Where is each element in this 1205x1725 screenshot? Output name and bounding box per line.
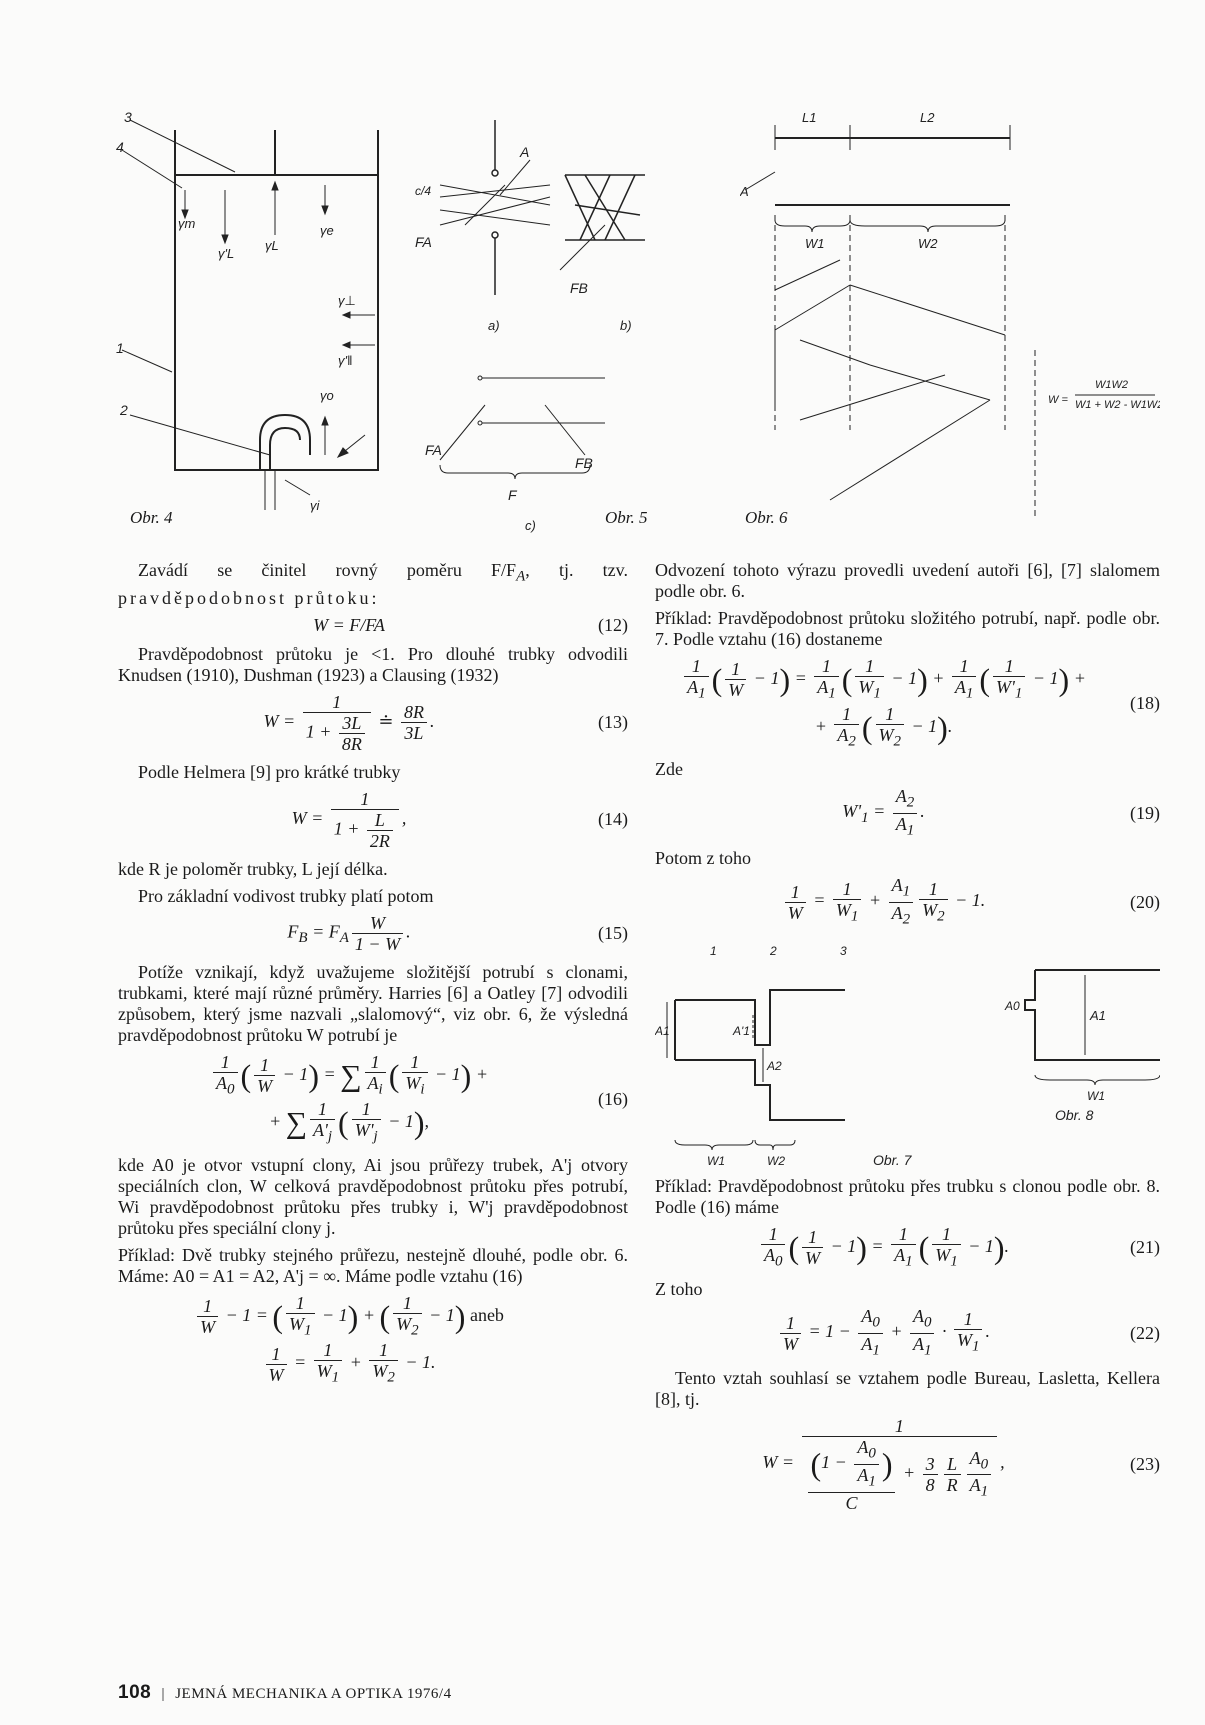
fig4-gamma-m: γm <box>178 216 196 231</box>
left-paragraph-8: Příklad: Dvě trubky stejného průřezu, nestejně dlouhé, podle obr. 6. Máme: A0 = A1 = A2, A'j = ∞. Máme podle vztahu (16) <box>118 1244 628 1286</box>
fig8-label-a1: A1 <box>1090 1007 1106 1023</box>
right-column <box>655 560 1160 1521</box>
caption-obr7: Obr. 7 <box>873 1151 912 1168</box>
equation-12: W = F/FA (12) <box>313 614 628 635</box>
left-column <box>118 560 628 1396</box>
fig5-label-fb-c: FB <box>575 455 593 471</box>
equation-17: $\frac{1}{W}$ − 1 = ( $\frac{1}{W_1}$ − 1) + ( $\frac{1}{W_2}$ − 1) aneb $\frac{1}{W}$ = $\frac{1}{W_1}$ + $\frac{1}{W_2}$ − 1. <box>118 1293 628 1388</box>
figure-obr5 <box>410 115 650 535</box>
equation-13: W = 1 1 + $\frac{3L}{8R}$ ≐ $\frac{8R}{3L}$ . (13) <box>263 691 628 754</box>
page-number: 108 <box>118 1682 152 1703</box>
fig7-label-a1-prime: A'1 <box>733 1023 750 1038</box>
fig4-label-4: 4 <box>116 139 124 155</box>
fig8-label-w1: W1 <box>1087 1088 1105 1103</box>
left-paragraph-6: Potíže vznikají, když uvažujeme složitější potrubí s clonami, trubkami, které mají různé průměry. Harries [6] a Oatley [7] odvodili způsobem, který jsme nazvali „slalomový“, viz obr. 6, že výsledná pravděpodobnost průtoku W potrubí je <box>118 961 628 1045</box>
equation-18: $\frac{1}{A_1}$ ( $\frac{1}{W}$ − 1) = $\frac{1}{A_1}$ ( $\frac{1}{W_1}$ − 1) + $\frac{1}{A_1}$ ( $\frac{1}{W'_1}$ − 1) + + $\frac{1}{A_2}$ ( $\frac{1}{W_2}$ − 1). (18) <box>655 656 1160 751</box>
fig6-label-l1: L1 <box>802 110 817 125</box>
fig6-label-w2: W2 <box>918 236 938 251</box>
fig4-gamma-l: γL <box>265 238 279 253</box>
fig6-formula-lhs: W = <box>1048 394 1068 406</box>
fig5-label-fb: FB <box>570 280 588 296</box>
equation-22: $\frac{1}{W}$ = 1 − $\frac{A_0}{A_1}$ + $\frac{A_0}{A_1}$ · $\frac{1}{W_1}$ . (22) <box>655 1306 1160 1360</box>
figures-7-8 <box>655 940 1160 1170</box>
figure-obr6 <box>740 110 1160 530</box>
right-paragraph-3: Příklad: Pravděpodobnost průtoku přes trubku s clonou podle obr. 8. Podle (16) máme <box>655 1175 1160 1217</box>
figure-obr4 <box>110 110 400 530</box>
right-paragraph-4: Tento vztah souhlasí se vztahem podle Bureau, Lasletta, Kellera [8], tj. <box>655 1368 1160 1410</box>
fig5-label-b-paren: b) <box>620 318 632 333</box>
caption-obr8: Obr. 8 <box>1055 1106 1094 1123</box>
fig4-label-1: 1 <box>116 340 124 356</box>
caption-obr6: Obr. 6 <box>745 508 788 527</box>
caption-obr4: Obr. 4 <box>130 508 173 527</box>
left-paragraph-3: Podle Helmera [9] pro krátké trubky <box>138 761 401 782</box>
fig5-label-fa-c: FA <box>425 442 442 458</box>
fig8-label-a0: A0 <box>1005 998 1020 1013</box>
fig4-gamma-o: γo <box>320 388 334 403</box>
right-ztoho: Z toho <box>655 1279 703 1300</box>
fig4-label-3: 3 <box>124 110 132 125</box>
left-paragraph-4: kde R je poloměr trubky, L její délka. <box>118 858 388 879</box>
fig5-label-fa: FA <box>415 234 432 250</box>
equation-15: $F_B = F_A$ $\frac{W}{1 - W}$ . (15) <box>287 912 628 954</box>
right-paragraph-1: Odvození tohoto výrazu provedli uvedení autoři [6], [7] slalomem podle obr. 6. <box>655 560 1160 601</box>
fig4-gamma-par: γ'‖ <box>338 353 353 368</box>
journal-name: JEMNÁ MECHANIKA A OPTIKA 1976/4 <box>175 1686 452 1702</box>
equation-23: W = 1 (1 − $\frac{A_0}{A_1}$ ) C + $\frac{3}{8}$ $\frac{L}{R}$ $\frac{A_0}{A_1}$ , (23) <box>762 1416 1160 1513</box>
left-paragraph-1: Zavádí se činitel rovný poměru $F/F_A$, tj. tzv. pravděpodobnost průtoku: <box>118 560 628 608</box>
left-paragraph-7: kde A0 je otvor vstupní clony, Ai jsou průřezy trubek, A'j otvory speciálních clon, W celková pravděpodobnost průtoku přes potrubí, Wi pravděpodobnost průtoku přes trubky i, W'j pravděpodobnost průtoku přes speciální clony j. <box>118 1154 628 1238</box>
fig4-gamma-e: γe <box>320 223 334 238</box>
left-paragraph-5: Pro základní vodivost trubky platí potom <box>138 885 434 906</box>
fig7-label-1: 1 <box>710 943 717 958</box>
right-zde: Zde <box>655 759 683 780</box>
fig7-label-w2: W2 <box>767 1153 785 1168</box>
right-potom: Potom z toho <box>655 848 752 869</box>
fig7-label-3: 3 <box>840 943 847 958</box>
fig5-label-c4: c/4 <box>415 184 432 198</box>
right-paragraph-2: Příklad: Pravděpodobnost průtoku složitého potrubí, např. podle obr. 7. Podle vztahu (16) dostaneme <box>655 608 1160 649</box>
fig6-label-l2: L2 <box>920 110 935 125</box>
figure-obr7-obr8 <box>655 940 1160 1170</box>
equation-19: $W'_1$ = $\frac{A_2}{A_1}$ . (19) <box>842 786 1160 839</box>
equation-16: $\frac{1}{A_0}$ ( $\frac{1}{W}$ − 1) = ∑ $\frac{1}{A_i}$ ( $\frac{1}{W_i}$ − 1) + + ∑ $\frac{1}{A'_j}$ ( $\frac{1}{W'_j}$ − 1), (16) <box>118 1052 628 1147</box>
fig4-label-2: 2 <box>120 402 128 418</box>
fig6-label-w1: W1 <box>805 236 825 251</box>
fig6-formula-num: W1W2 <box>1095 379 1128 391</box>
fig6-label-a: A <box>740 184 749 199</box>
fig5-label-a: A <box>520 144 530 160</box>
fig4-gamma-i: γi <box>310 498 320 513</box>
caption-obr5: Obr. 5 <box>605 508 648 527</box>
equation-14: W = 1 1 + $\frac{L}{2R}$ , (14) <box>291 788 628 851</box>
fig5-label-c-paren: c) <box>525 518 536 533</box>
left-paragraph-2: Pravděpodobnost průtoku je <1. Pro dlouhé trubky odvodili Knudsen (1910), Dushman (1923) a Clausing (1932) <box>118 643 628 685</box>
fig4-gamma-l-prime: γ'L <box>218 246 235 261</box>
fig4-gamma-perp: γ⊥ <box>338 293 356 308</box>
page-footer: 108 | JEMNÁ MECHANIKA A OPTIKA 1976/4 <box>118 1682 452 1703</box>
fig7-label-a1: A1 <box>655 1023 670 1038</box>
fig7-label-a2: A2 <box>767 1058 782 1073</box>
equation-21: $\frac{1}{A_0}$ ( $\frac{1}{W}$ − 1) = $\frac{1}{A_1}$ ( $\frac{1}{W_1}$ − 1). (21) <box>655 1224 1160 1272</box>
fig7-label-2: 2 <box>770 943 777 958</box>
fig5-label-f: F <box>508 487 517 503</box>
equation-20: $\frac{1}{W}$ = $\frac{1}{W_1}$ + $\frac{A_1}{A_2}$ $\frac{1}{W_2}$ − 1. (20) <box>655 875 1160 929</box>
fig7-label-w1: W1 <box>707 1153 725 1168</box>
fig5-label-a-paren: a) <box>488 318 500 333</box>
fig6-formula-den: W1 + W2 - W1W2 <box>1075 399 1160 411</box>
